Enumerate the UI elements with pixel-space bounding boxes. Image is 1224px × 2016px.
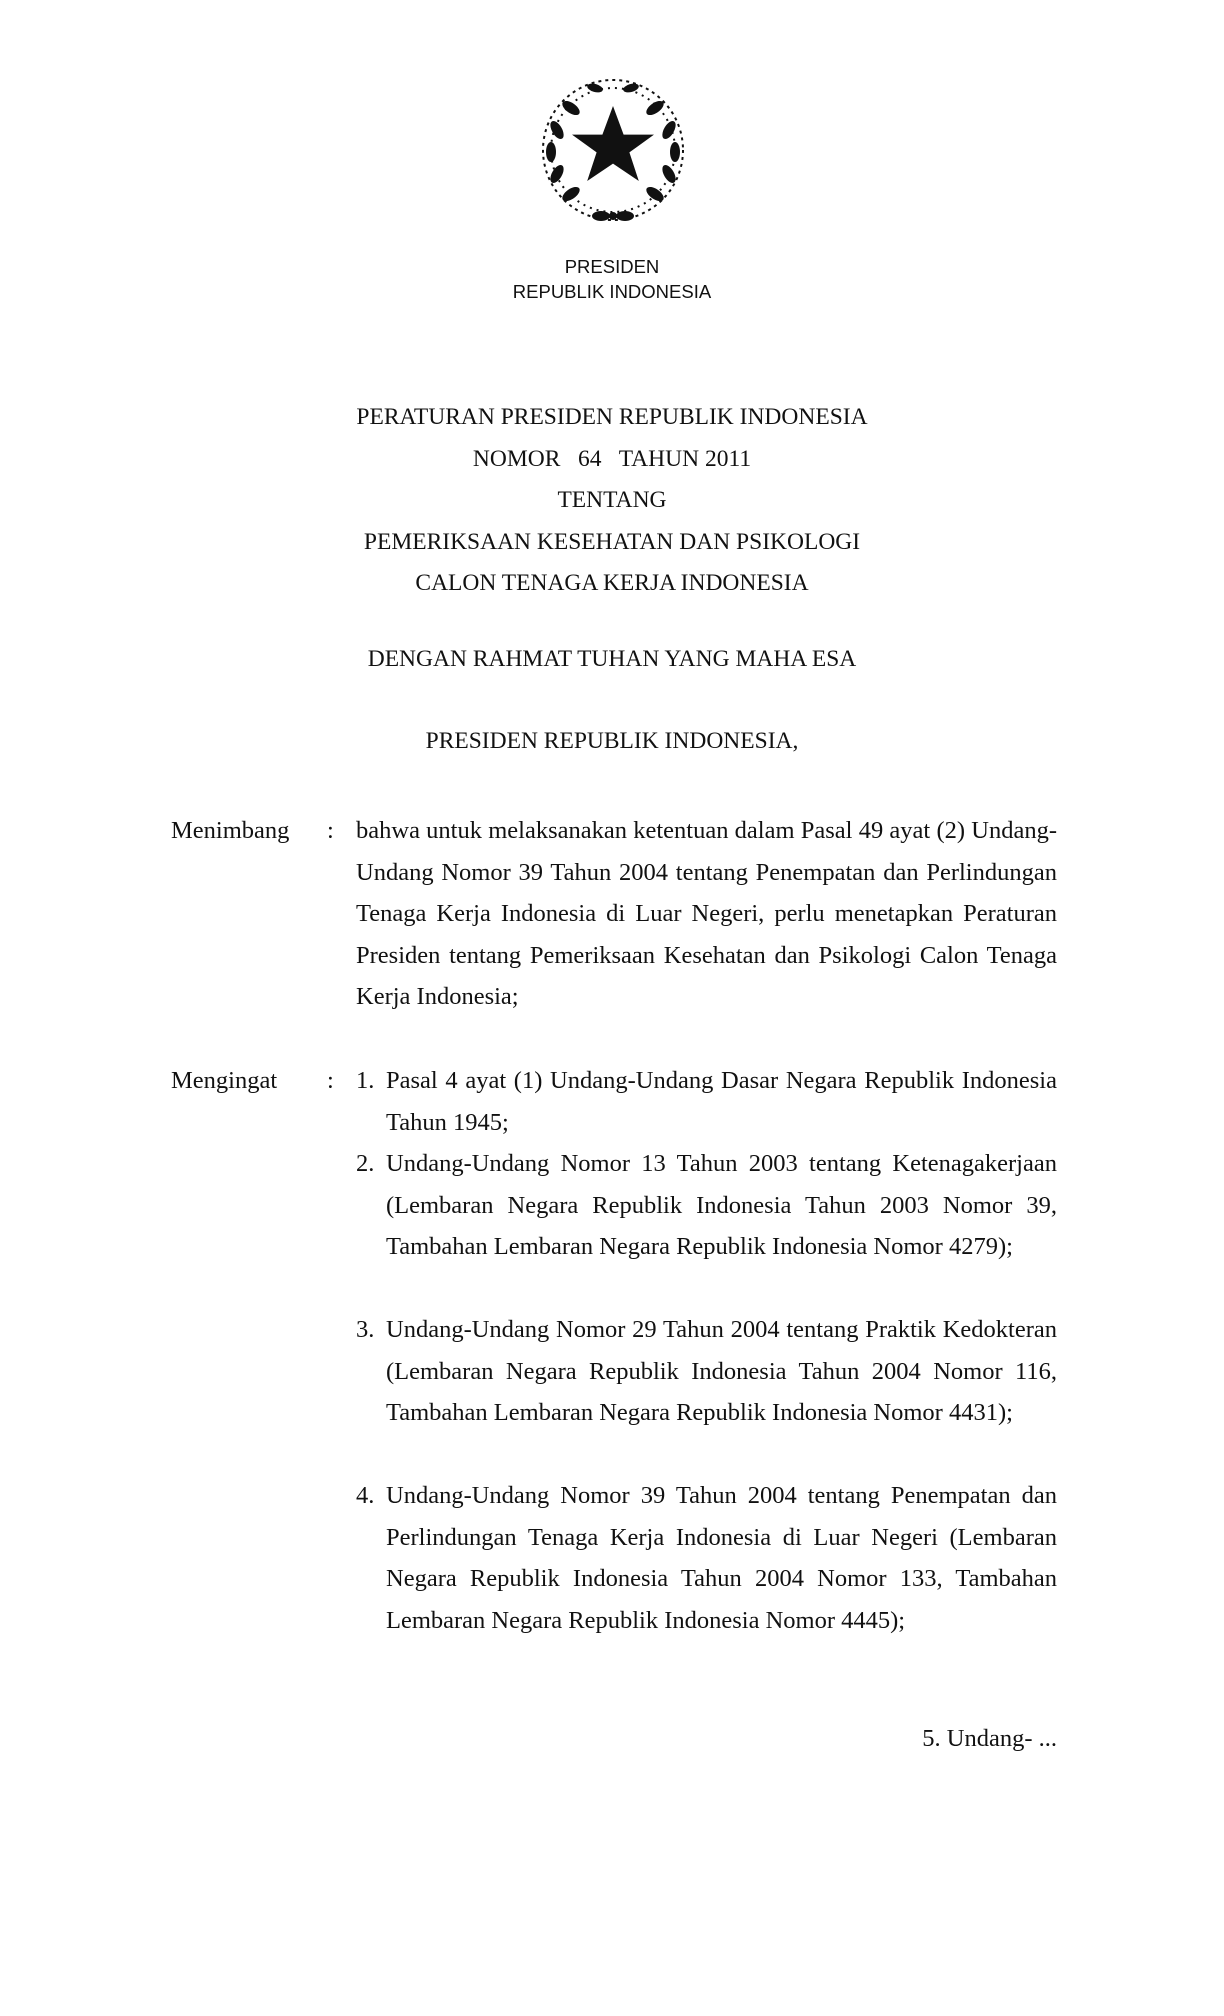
continuation-note: 5. Undang- ... — [922, 1725, 1057, 1752]
menimbang-colon: : — [327, 817, 334, 844]
list-item-text: Pasal 4 ayat (1) Undang-Undang Dasar Negara Republik Indonesia Tahun 1945; — [386, 1067, 1057, 1136]
list-item-text: Undang-Undang Nomor 29 Tahun 2004 tentang Praktik Kedokteran (Lembaran Negara Republik Indonesia Tahun 2004 Nomor 116, Tambahan Lembaran Negara Republik Indonesia Nomor 4431); — [386, 1316, 1057, 1426]
list-item — [356, 1143, 1057, 1268]
letterhead-line-1: PRESIDEN — [564, 256, 660, 277]
title-line-5: CALON TENAGA KERJA INDONESIA — [415, 570, 809, 596]
list-item — [356, 1475, 1057, 1641]
title-line-3: TENTANG — [557, 487, 667, 513]
menimbang-label: Menimbang — [171, 817, 290, 844]
regulation-title — [312, 397, 912, 605]
list-item-number: 2. — [356, 1150, 375, 1177]
list-item-text: Undang-Undang Nomor 13 Tahun 2003 tentang Ketenagakerjaan (Lembaran Negara Republik Indonesia Tahun 2003 Nomor 39, Tambahan Lembaran Negara Republik Indonesia Nomor 4279); — [386, 1150, 1057, 1260]
letterhead-line-2: REPUBLIK INDONESIA — [512, 281, 712, 302]
list-item-text: Undang-Undang Nomor 39 Tahun 2004 tentang Penempatan dan Perlindungan Tenaga Kerja Indonesia di Luar Negeri (Lembaran Negara Republik Indonesia Tahun 2004 Nomor 133, Tambahan Lembaran Negara Republik Indonesia Nomor 4445); — [386, 1482, 1057, 1634]
list-item — [356, 1060, 1057, 1143]
menimbang-text: bahwa untuk melaksanakan ketentuan dalam Pasal 49 ayat (2) Undang-Undang Nomor 39 Tahun 2004 tentang Penempatan dan Perlindungan Tenaga Kerja Indonesia di Luar Negeri, perlu menetapkan Peraturan Presiden tentang Pemeriksaan Kesehatan dan Psikologi Calon Tenaga Kerja Indonesia; — [356, 817, 1057, 1010]
mengingat-label: Mengingat — [171, 1067, 278, 1094]
title-line-1: PERATURAN PRESIDEN REPUBLIK INDONESIA — [356, 404, 868, 430]
authority-line: PRESIDEN REPUBLIK INDONESIA, — [425, 728, 799, 754]
title-line-2: NOMOR 64 TAHUN 2011 — [472, 445, 752, 472]
letterhead — [412, 254, 812, 304]
list-item-number: 1. — [356, 1067, 375, 1094]
mengingat-colon: : — [327, 1067, 334, 1094]
list-item-number: 4. — [356, 1482, 375, 1509]
list-item-number: 3. — [356, 1316, 375, 1343]
title-line-4: PEMERIKSAAN KESEHATAN DAN PSIKOLOGI — [363, 528, 861, 555]
list-item — [356, 1309, 1057, 1434]
garuda-star-wreath-emblem-icon — [535, 70, 691, 230]
invocation: DENGAN RAHMAT TUHAN YANG MAHA ESA — [367, 646, 857, 672]
